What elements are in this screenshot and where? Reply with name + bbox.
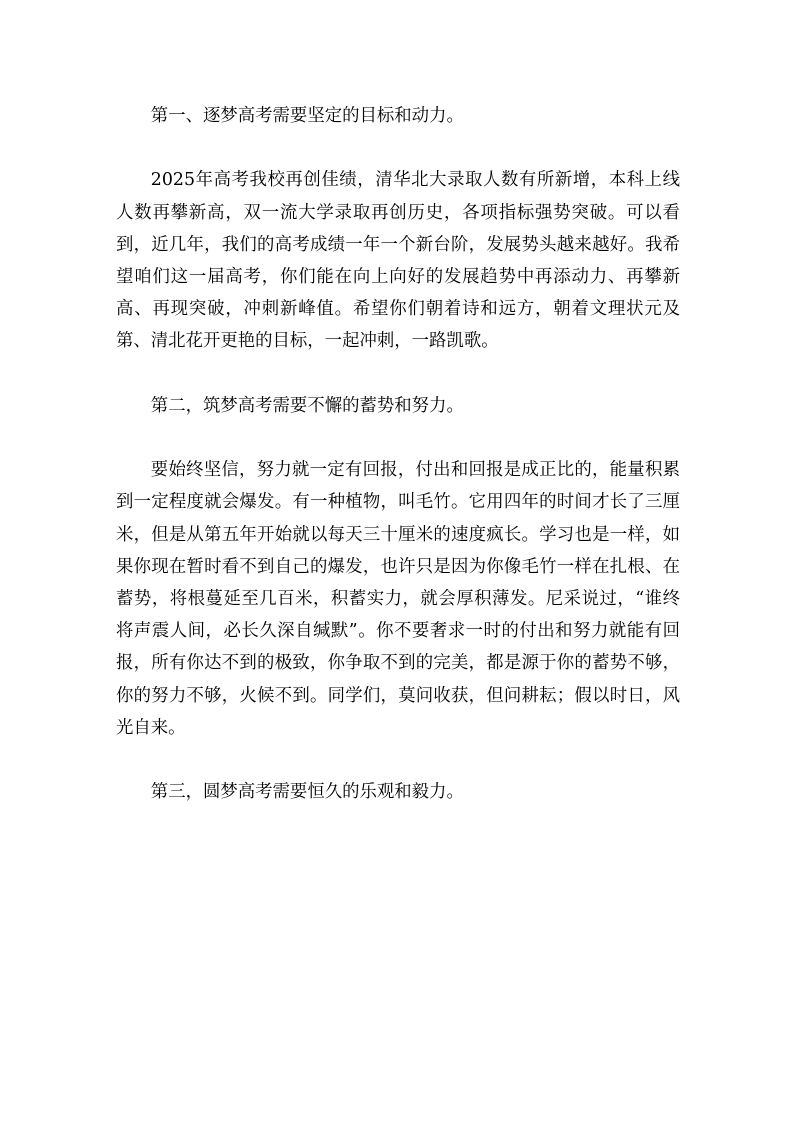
section-paragraph-2: 要始终坚信，努力就一定有回报，付出和回报是成正比的，能量积累到一定程度就会爆发。有一种植物，叫毛竹。它用四年的时间才长了三厘米，但是从第五年开始就以每天三十厘米的速度疯长。学习也是一样，如果你现在暂时看不到自己的爆发，也许只是因为你像毛竹一样在扎根、在蓄势，将根蔓延至几百米，积蓄实力，就会厚积薄发。尼采说过，“谁终将声震人间，必长久深自缄默”。你不要奢求一时的付出和努力就能有回报，所有你达不到的极致，你争取不到的完美，都是源于你的蓄势不够，你的努力不够，火候不到。同学们，莫问收获，但问耕耘；假以时日，风光自来。: [116, 460, 680, 738]
section-heading-2: 第二，筑梦高考需要不懈的蓄势和努力。: [150, 395, 464, 416]
section-heading-3: 第三，圆梦高考需要恒久的乐观和毅力。: [150, 782, 464, 803]
section-heading-1: 第一、逐梦高考需要坚定的目标和动力。: [150, 106, 464, 126]
section-paragraph-1: 2025年高考我校再创佳绩，清华北大录取人数有所新增，本科上线人数再攀新高，双一流大学录取再创历史，各项指标强势突破。可以看到，近几年，我们的高考成绩一年一个新台阶，发展势头越来越好。我希望咱们这一届高考，你们能在向上向好的发展趋势中再添动力、再攀新高、再现突破，冲刺新峰值。希望你们朝着诗和远方，朝着文理状元及第、清北花开更艳的目标，一起冲刺，一路凯歌。: [116, 170, 680, 352]
document-body: [116, 100, 680, 841]
